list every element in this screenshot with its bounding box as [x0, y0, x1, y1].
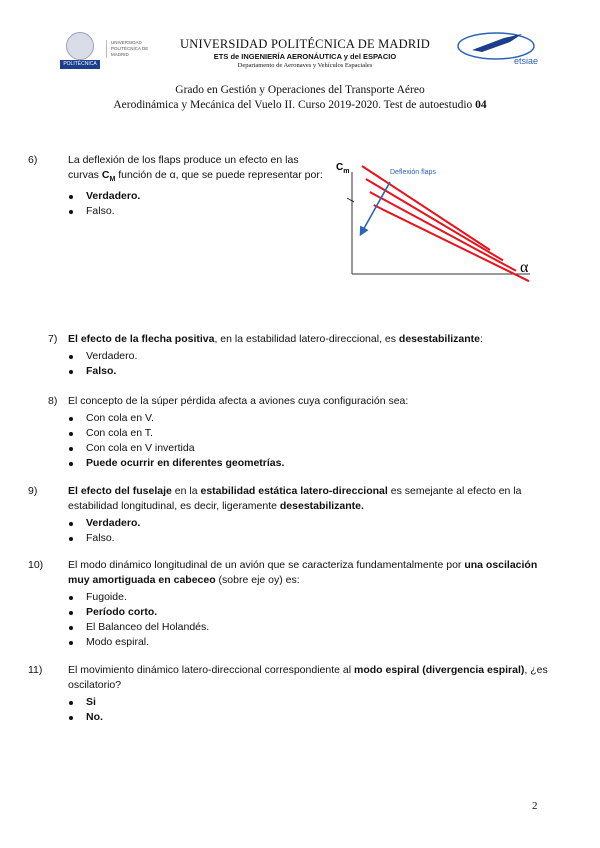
flap-deflection-chart — [330, 150, 550, 300]
test-number: 04 — [475, 99, 487, 111]
option: Con cola en V invertida — [68, 441, 548, 456]
option: Modo espiral. — [68, 635, 548, 650]
option: Falso. — [68, 531, 548, 546]
option: Falso. — [68, 204, 323, 219]
question-6 — [28, 153, 323, 219]
cm-curve-3 — [370, 192, 516, 271]
option: Puede ocurrir en diferentes geometrías. — [68, 456, 548, 471]
annotation-label: Deflexión flaps — [390, 169, 436, 176]
course-subtitle — [40, 99, 560, 111]
page-number: 2 — [532, 800, 538, 812]
option: Verdadero. — [68, 516, 548, 531]
option: Con cola en T. — [68, 426, 548, 441]
question-7-text: 7) El efecto de la flecha positiva, en la estabilidad latero-direccional, es desestabilizante: — [48, 333, 483, 345]
question-number: 8) — [48, 395, 58, 407]
department-name: Departamento de Aeronaves y Vehículos Espaciales — [237, 62, 373, 69]
question-6-text: 6) La deflexión de los flaps produce un efecto en las curvas $C_M$ función de α, que se puede representar por: — [28, 154, 323, 184]
question-number: 6) — [28, 154, 38, 166]
question-number: 10) — [28, 559, 44, 571]
cm-curves — [362, 166, 529, 281]
question-number: 11) — [28, 664, 43, 676]
question-9-text: 9) El efecto del fuselaje en la estabilidad estática latero-direccional es semejante al efecto en la estabilidad longitudinal, es decir, ligeramente desestabilizante. — [28, 485, 522, 512]
option: El Balanceo del Holandés. — [68, 620, 548, 635]
x-axis-label: α — [520, 259, 529, 276]
course-title: Grado en Gestión y Operaciones del Transporte Aéreo — [175, 84, 425, 96]
question-11 — [28, 663, 548, 725]
upm-logo — [60, 32, 100, 72]
option: Verdadero. — [68, 349, 548, 364]
cm-curve-2 — [366, 179, 503, 260]
etsiae-logo — [452, 26, 548, 70]
question-8 — [48, 394, 548, 471]
question-number: 9) — [28, 485, 38, 497]
option: Período corto. — [68, 605, 548, 620]
y-axis-label: $C_m$ — [336, 162, 350, 175]
question-9-options — [48, 516, 548, 546]
option: Si — [68, 695, 548, 710]
small-arrow — [347, 198, 354, 202]
plane-icon — [472, 34, 522, 52]
option: Fugoide. — [68, 590, 548, 605]
upm-logo-caption: UNIVERSIDAD POLITÉCNICA DE MADRID — [106, 40, 161, 58]
etsiae-logo-text: etsiae — [514, 56, 539, 66]
school-name: ETS de INGENIERÍA AERONÁUTICA y del ESPACIO — [213, 52, 397, 61]
university-name: UNIVERSIDAD POLITÉCNICA DE MADRID — [180, 37, 430, 51]
question-7 — [48, 332, 548, 379]
question-10-text: 10) El modo dinámico longitudinal de un avión que se caracteriza fundamentalmente por una oscilación muy amortiguada en cabeceo (sobre eje oy) es: — [28, 559, 538, 586]
question-10-options — [48, 590, 548, 650]
deflection-arrow — [362, 182, 390, 232]
question-number: 7) — [48, 333, 58, 345]
option: Con cola en V. — [68, 411, 548, 426]
question-10 — [28, 558, 548, 650]
question-8-text: 8) El concepto de la súper pérdida afecta a aviones cuya configuración sea: — [48, 395, 409, 407]
option: Falso. — [68, 364, 548, 379]
option: No. — [68, 710, 548, 725]
course-subtitle-text: Aerodinámica y Mecánica del Vuelo II. Curso 2019-2020. Test de autoestudio — [113, 99, 476, 111]
cm-curve-4 — [374, 205, 529, 281]
upm-seal-icon — [66, 32, 94, 60]
question-11-text: 11) El movimiento dinámico latero-direccional correspondiente al modo espiral (divergencia espiral), ¿es oscilatorio? — [28, 664, 548, 691]
question-6-options — [48, 189, 323, 219]
question-8-options — [48, 411, 548, 471]
question-11-options — [48, 695, 548, 725]
option: Verdadero. — [68, 189, 323, 204]
upm-logo-label: POLITÉCNICA — [60, 60, 100, 69]
question-9 — [28, 484, 548, 546]
question-7-options — [48, 349, 548, 379]
